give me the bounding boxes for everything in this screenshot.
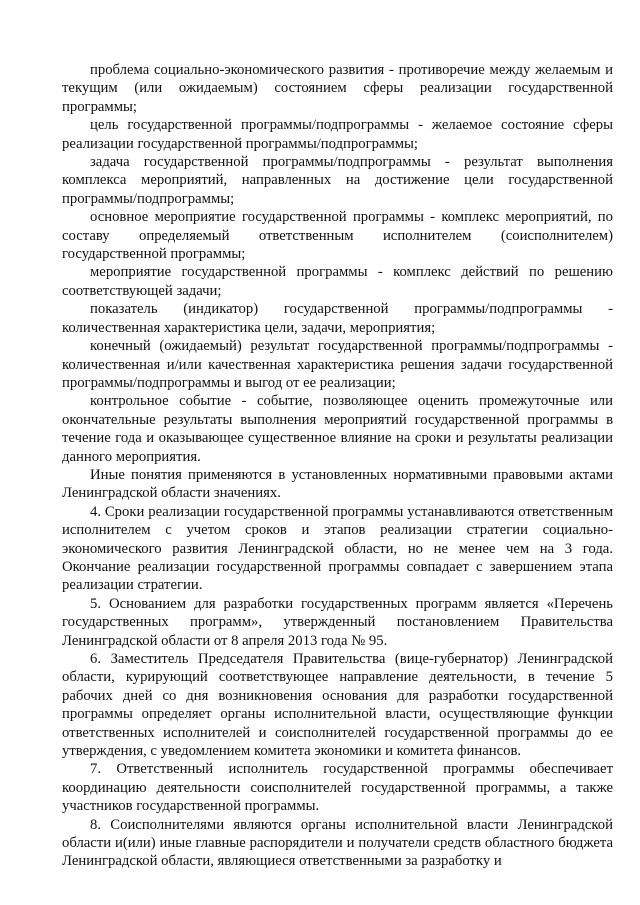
paragraph-item-6: 6. Заместитель Председателя Правительства (вице-губернатор) Ленинградской области, курирующий соответствующее направление деятельности, в течение 5 рабочих дней со дня возникновения основания для разработки государственной программы определяет органы исполнительной власти, осуществляющие функции ответственных исполнителей и соисполнителей государственной программы до ее утверждения, с уведомлением комитета экономики и комитета финансов.	[62, 651, 613, 760]
paragraph-definition-indicator: показатель (индикатор) государственной программы/подпрограммы - количественная характеристика цели, задачи, мероприятия;	[62, 301, 613, 336]
paragraph-definition-problem: проблема социально-экономического развития - противоречие между желаемым и текущим (или ожидаемым) состоянием сферы реализации государственной программы;	[62, 62, 613, 115]
paragraph-definition-main-measure: основное мероприятие государственной программы - комплекс мероприятий, по составу определяемый ответственным исполнителем (соисполнителем) государственной программы;	[62, 209, 613, 263]
paragraph-definition-measure: мероприятие государственной программы - комплекс действий по решению соответствующей задачи;	[62, 264, 613, 299]
paragraph-definition-task: задача государственной программы/подпрограммы - результат выполнения комплекса мероприятий, направленных на достижение цели государственной программы/подпрограммы;	[62, 154, 613, 207]
paragraph-item-8: 8. Соисполнителями являются органы исполнительной власти Ленинградской области и(или) иные главные распорядители и получатели средств областного бюджета Ленинградской области, являющиеся ответственными за разработку и	[62, 816, 613, 870]
paragraph-definition-control-event: контрольное событие - событие, позволяющее оценить промежуточные или окончательные результаты выполнения мероприятий государственной программы в течение года и оказывающее существенное влияние на сроки и результаты реализации данного мероприятия.	[62, 393, 613, 465]
paragraph-item-7: 7. Ответственный исполнитель государственной программы обеспечивает координацию деятельности соисполнителей государственной программы, а также участников государственной программы.	[62, 761, 613, 815]
paragraph-item-5: 5. Основанием для разработки государственных программ является «Перечень государственных программ», утвержденный постановлением Правительства Ленинградской области от 8 апреля 2013 года № 95.	[62, 595, 613, 649]
paragraph-definition-final-result: конечный (ожидаемый) результат государственной программы/подпрограммы - количественная и/или качественная характеристика решения задачи государственной программы/подпрограммы и выгод от ее реализации;	[62, 338, 613, 391]
paragraph-definition-goal: цель государственной программы/подпрограммы - желаемое состояние сферы реализации государственной программы/подпрограммы;	[62, 117, 613, 152]
paragraph-item-4: 4. Сроки реализации государственной программы устанавливаются ответственным исполнителем с учетом сроков и этапов реализации стратегии социально-экономического развития Ленинградской области, но не менее чем на 3 года. Окончание реализации государственной программы совпадает с завершением этапа реализации стратегии.	[62, 503, 613, 594]
paragraph-other-terms: Иные понятия применяются в установленных нормативными правовыми актами Ленинградской области значениях.	[62, 466, 613, 502]
